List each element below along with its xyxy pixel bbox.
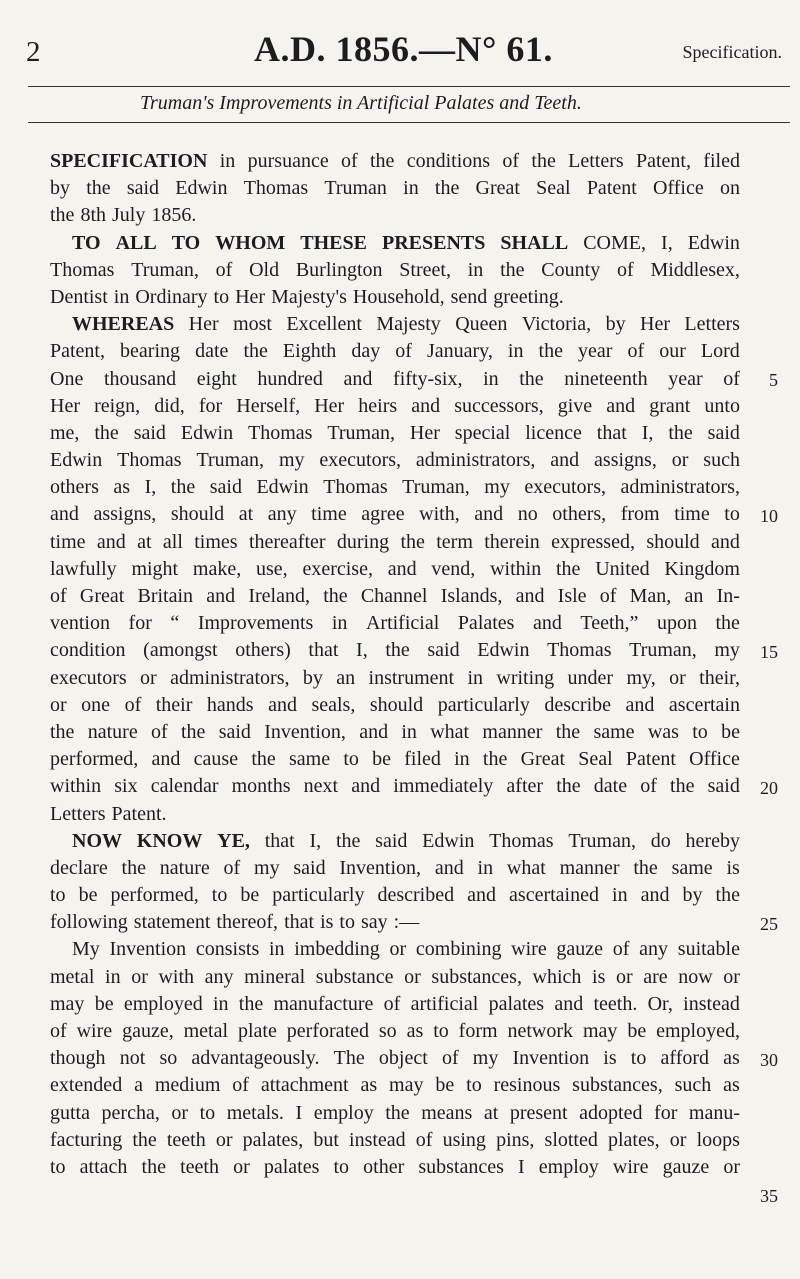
line-number: 35 [760, 1185, 778, 1206]
text-line: condition (amongst others) that I, the said Edwin Thomas Truman, my [50, 639, 740, 662]
page-number: 2 [26, 36, 41, 68]
header-rule-bottom [28, 122, 790, 123]
text-line: of wire gauze, metal plate perforated so as to form network may be employed, [50, 1020, 740, 1042]
text-line: to be performed, to be particularly described and ascertained in and by the [50, 884, 740, 907]
text-line: lawfully might make, use, exercise, and vend, within the United Kingdom [50, 557, 740, 580]
text-line: extended a medium of attachment as may be to resinous substances, such as [50, 1074, 740, 1097]
text-line: the 8th July 1856. [50, 204, 197, 227]
text-line: of Great Britain and Ireland, the Channel Islands, and Isle of Man, an In- [50, 585, 740, 607]
line-number: 15 [760, 641, 778, 662]
text-line: by the said Edwin Thomas Truman in the Great Seal Patent Office on [50, 177, 740, 200]
text-line: declare the nature of my said Invention, and in what manner the same is [50, 856, 740, 879]
text-line: Thomas Truman, of Old Burlington Street, in the County of Middlesex, [50, 258, 740, 281]
text-line: and assigns, should at any time agree with, and no others, from time to [50, 503, 740, 526]
text-line: following statement thereof, that is to say :— [50, 911, 420, 934]
section-label: Specification. [682, 42, 782, 62]
text-line: WHEREAS Her most Excellent Majesty Queen Victoria, by Her Letters [72, 313, 740, 336]
text-line: SPECIFICATION in pursuance of the conditions of the Letters Patent, filed [50, 150, 740, 172]
text-line: may be employed in the manufacture of artificial palates and teeth. Or, instead [50, 992, 740, 1015]
text-line: Dentist in Ordinary to Her Majesty's Household, send greeting. [50, 285, 564, 308]
text-line: One thousand eight hundred and fifty-six, in the nineteenth year of [50, 367, 740, 390]
line-number: 30 [760, 1049, 778, 1070]
text-line: within six calendar months next and immediately after the date of the said [50, 775, 740, 798]
text-line: to attach the teeth or palates to other substances I employ wire gauze or [50, 1155, 740, 1178]
running-title: Truman's Improvements in Artificial Palates and Teeth. [140, 92, 582, 114]
text-line: Letters Patent. [50, 802, 167, 825]
text-line: TO ALL TO WHOM THESE PRESENTS SHALL COME, I, Edwin [72, 231, 740, 254]
text-line: Patent, bearing date the Eighth day of January, in the year of our Lord [50, 340, 740, 363]
text-line: metal in or with any mineral substance or substances, which is or are now or [50, 965, 740, 988]
line-number: 10 [760, 505, 778, 526]
text-line: facturing the teeth or palates, but instead of using pins, slotted plates, or loops [50, 1128, 740, 1151]
text-line: performed, and cause the same to be filed in the Great Seal Patent Office [50, 748, 740, 771]
line-number: 5 [769, 369, 778, 390]
text-line: NOW KNOW YE, that I, the said Edwin Thomas Truman, do hereby [72, 829, 740, 852]
text-line: Her reign, did, for Herself, Her heirs and successors, give and grant unto [50, 394, 740, 417]
body-text [50, 148, 740, 1181]
text-line: Edwin Thomas Truman, my executors, administrators, and assigns, or such [50, 449, 740, 472]
line-number: 25 [760, 913, 778, 934]
line-number: 20 [760, 777, 778, 798]
text-line: me, the said Edwin Thomas Truman, Her special licence that I, the said [50, 421, 740, 444]
text-line: vention for “ Improvements in Artificial Palates and Teeth,” upon the [50, 612, 740, 635]
page-title: A.D. 1856.—N° 61. [254, 29, 553, 69]
text-line: gutta percha, or to metals. I employ the means at present adopted for manu- [50, 1101, 740, 1124]
text-line: time and at all times thereafter during the term therein expressed, should and [50, 530, 740, 553]
text-line: or one of their hands and seals, should particularly describe and ascertain [50, 693, 740, 716]
text-line: My Invention consists in imbedding or combining wire gauze of any suitable [72, 938, 740, 961]
text-line: the nature of the said Invention, and in what manner the same was to be [50, 720, 740, 743]
header-rule-top [28, 86, 790, 87]
text-line: others as I, the said Edwin Thomas Truman, my executors, administrators, [50, 476, 740, 499]
text-line: executors or administrators, by an instrument in writing under my, or their, [50, 666, 740, 689]
text-line: though not so advantageously. The object of my Invention is to afford as [50, 1047, 740, 1070]
